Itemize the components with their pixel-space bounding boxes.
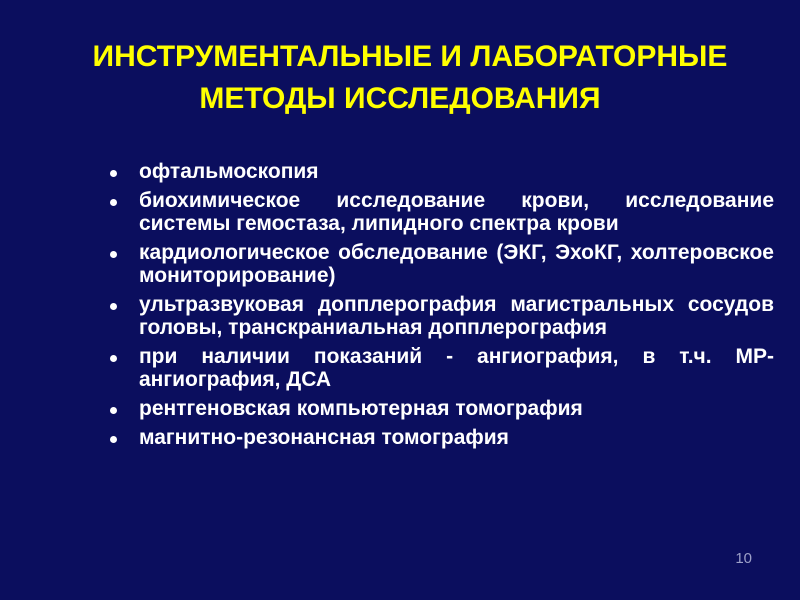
bullet-text: кардиологическое обследование (ЭКГ, ЭхоКГ, холтеровское мониторирование) [139,241,774,287]
bullet-list [106,160,774,455]
bullet-item [106,397,774,420]
bullet-dot-icon [110,355,117,362]
bullet-text: рентгеновская компьютерная томография [139,397,583,420]
slide-title-line-1: ИНСТРУМЕНТАЛЬНЫЕ И ЛАБОРАТОРНЫЕ [92,40,728,73]
bullet-text: биохимическое исследование крови, исследование системы гемостаза, липидного спектра крови [139,189,774,235]
bullet-text: магнитно-резонансная томография [139,426,509,449]
bullet-item [106,426,774,449]
bullet-item [106,345,774,391]
bullet-dot-icon [110,251,117,258]
bullet-dot-icon [110,436,117,443]
bullet-text: ультразвуковая допплерография магистральных сосудов головы, транскраниальная допплерография [139,293,774,339]
bullet-dot-icon [110,199,117,206]
bullet-text: при наличии показаний - ангиография, в т.ч. МР-ангиография, ДСА [139,345,774,391]
bullet-item [106,293,774,339]
bullet-item [106,189,774,235]
bullet-dot-icon [110,407,117,414]
bullet-item [106,241,774,287]
page-number: 10 [735,550,752,567]
slide-title-line-2: МЕТОДЫ ИССЛЕДОВАНИЯ [199,82,601,115]
slide-title [20,36,800,120]
bullet-item [106,160,774,183]
bullet-text: офтальмоскопия [139,160,319,183]
bullet-dot-icon [110,170,117,177]
bullet-dot-icon [110,303,117,310]
